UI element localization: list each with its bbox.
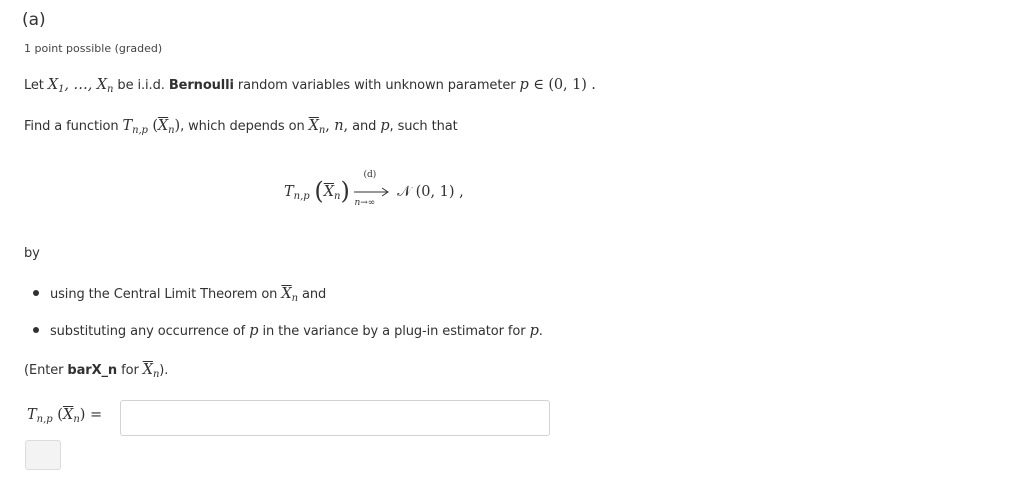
find-function-text: Find a function [24,119,119,134]
let-text: Let [24,78,44,93]
math-p-interval: p ∈ (0, 1) . [519,77,596,93]
bernoulli-bold: Bernoulli [168,78,234,93]
enter-mid: for [117,363,143,378]
math-xbar-n-p: $\overline{X}_n$, n, [308,118,349,136]
normal-distribution: 𝒩 (0, 1) , [397,184,464,200]
random-variables-text: random variables with unknown parameter [237,78,516,93]
math-p: p [529,323,539,339]
such-that-text: , such that [389,119,458,134]
iid-text: be i.i.d. [117,78,165,93]
math-p: p [249,323,259,339]
submit-button[interactable] [25,440,61,470]
problem-statement-line1 [24,77,596,95]
bullet-icon [33,290,39,296]
math-x-sequence: $X_1$, …, $X_n$ [47,77,114,95]
arrow-label-top: (d) [363,170,377,180]
right-arrow-icon [354,187,390,197]
bullet-2-end: . [538,324,543,339]
input-instructions [24,362,168,380]
bullet-1-after: and [302,287,327,302]
and-text: and [352,119,377,134]
by-text: by [24,246,40,261]
enter-post: ). [159,363,169,378]
problem-statement-line2 [24,118,458,136]
arrow-label-bottom: n→∞ [354,198,376,208]
answer-label: $T_{n,p}$ $(\overline{X}_n)$ = [27,407,103,425]
math-t-function: $T_{n,p}$ $(\overline{X}_n)$ [122,118,181,136]
depends-on-text: , which depends on [180,119,305,134]
bullet-2-text: substituting any occurrence of [50,324,246,339]
answer-input[interactable] [120,400,550,436]
bullet-2-middle: in the variance by a plug-in estimator for [262,324,526,339]
math-xbar-n: $\overline{X}_n$ [142,362,160,380]
bullet-item-2 [33,323,543,339]
problem-heading: (a) [22,10,46,30]
points-possible: 1 point possible (graded) [24,42,163,55]
bullet-1-text: using the Central Limit Theorem on [50,287,278,302]
bullet-item-1 [33,286,326,304]
enter-pre: (Enter [24,363,68,378]
bullet-icon [33,327,39,333]
enter-code: barX_n [67,363,118,378]
math-p: p [380,118,390,134]
math-xbar-n: $\overline{X}_n$ [281,286,298,304]
display-equation: $T_{n,p}$ $(\overline{X}_n)$ (d) n→∞ 𝒩 (0, 1) , [284,172,464,212]
convergence-arrow [354,172,392,212]
